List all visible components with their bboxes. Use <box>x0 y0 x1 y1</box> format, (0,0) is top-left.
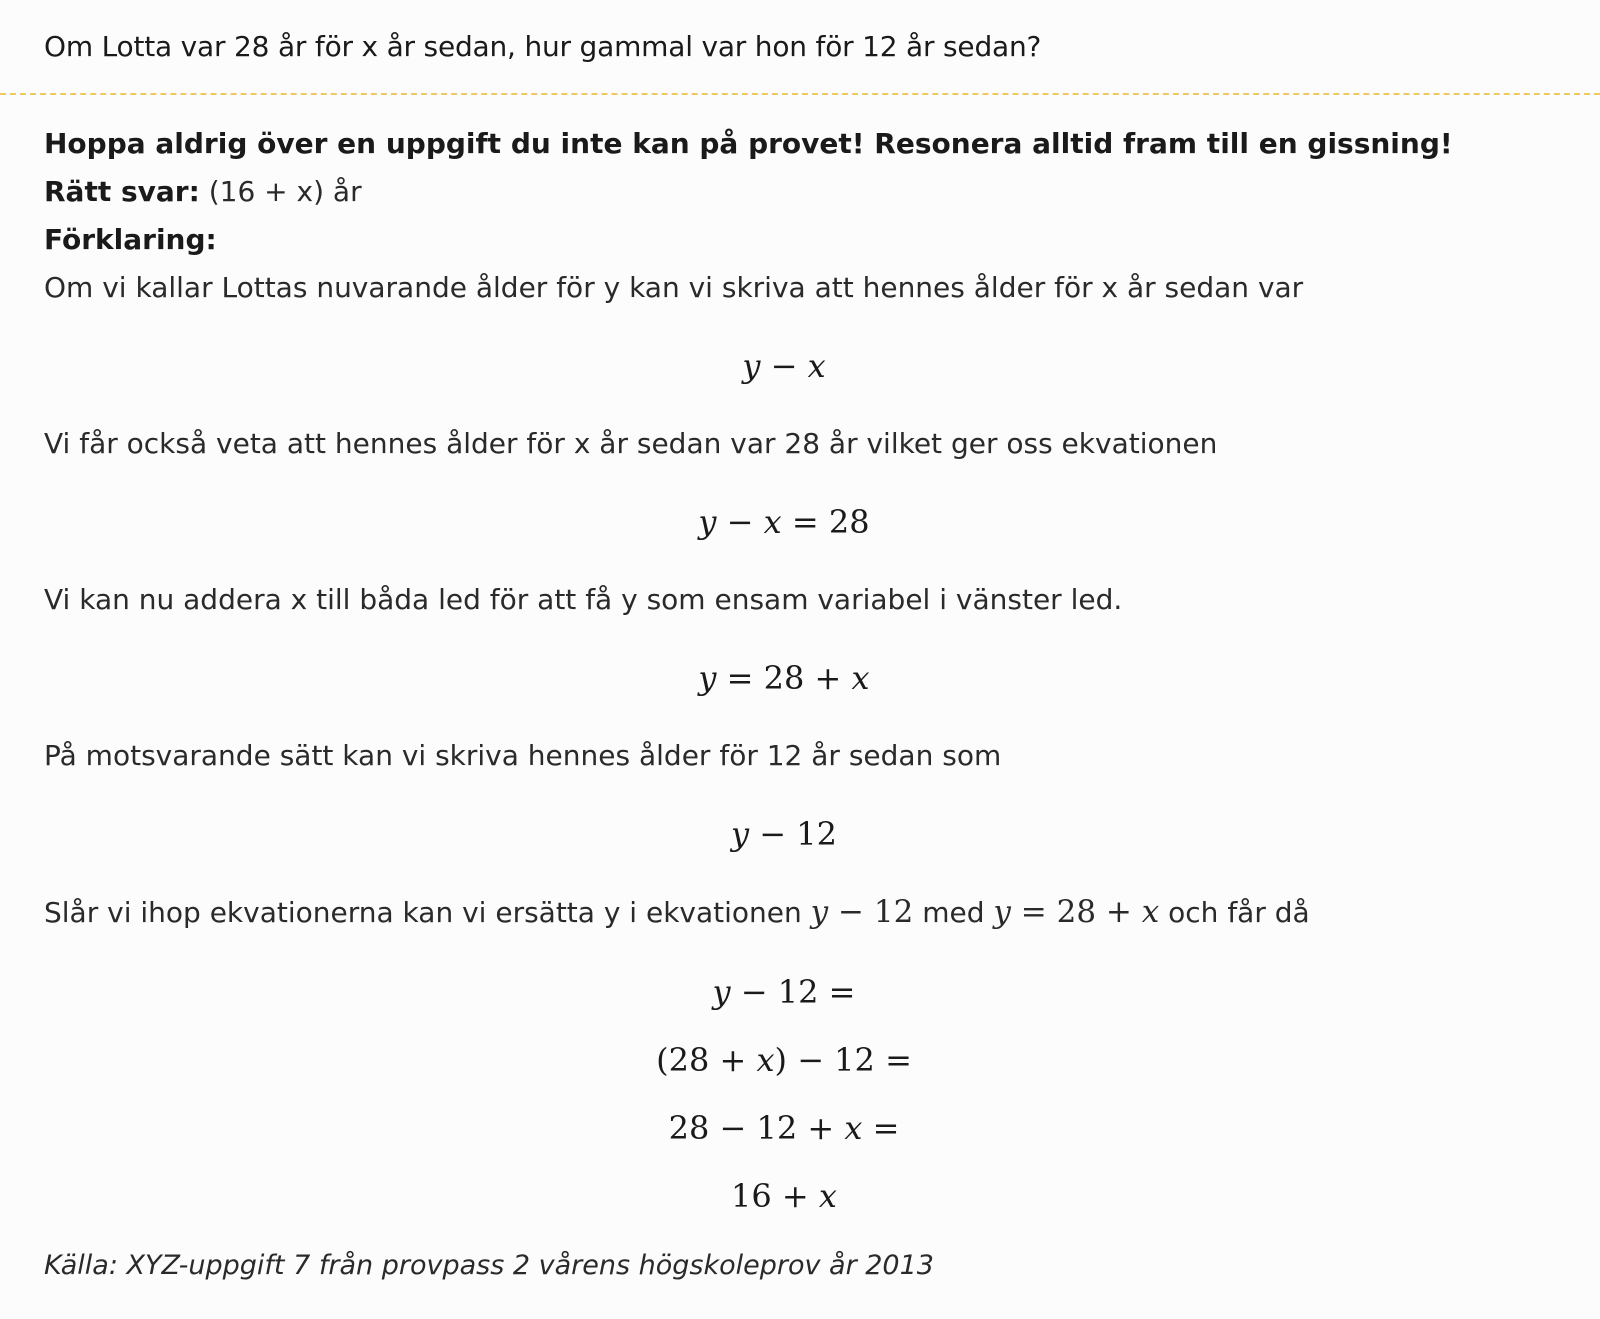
equation-4: y − 12 <box>731 815 837 853</box>
combine-part-1: Slår vi ihop ekvationerna kan vi ersätta y i ekvationen <box>44 896 802 929</box>
combine-expression-2: y = 28 + x <box>993 894 1160 930</box>
source-citation: Källa: XYZ-uppgift 7 från provpass 2 vårens högskoleprov år 2013 <box>44 1250 934 1281</box>
calculation-step-3: 28 − 12 + x = <box>668 1109 900 1147</box>
combine-sentence <box>44 888 1564 936</box>
solution-content <box>44 120 1564 1290</box>
calculation-steps <box>44 958 1524 1230</box>
answer-label: Rätt svar: <box>44 175 200 208</box>
calculation-step-2: (28 + x) − 12 = <box>656 1041 912 1079</box>
answer-value: (16 + x) år <box>208 175 362 208</box>
explanation-label: Förklaring: <box>44 223 217 256</box>
answer-line <box>44 168 1564 216</box>
dashed-divider <box>0 93 1600 95</box>
explanation-paragraph-2: Vi får också veta att hennes ålder för x år sedan var 28 år vilket ger oss ekvationen <box>44 427 1218 460</box>
equation-3: y = 28 + x <box>698 659 870 697</box>
explanation-paragraph-4: På motsvarande sätt kan vi skriva hennes ålder för 12 år sedan som <box>44 739 1002 772</box>
equation-1: y − x <box>742 347 826 385</box>
question-heading: Om Lotta var 28 år för x år sedan, hur gammal var hon för 12 år sedan? <box>44 30 1042 63</box>
calculation-step-4: 16 + x <box>731 1177 837 1215</box>
explanation-paragraph-1: Om vi kallar Lottas nuvarande ålder för y kan vi skriva att hennes ålder för x år sedan var <box>44 271 1304 304</box>
equation-2: y − x = 28 <box>698 503 870 541</box>
calculation-step-1: y − 12 = <box>712 973 856 1011</box>
tip-text: Hoppa aldrig över en uppgift du inte kan på provet! Resonera alltid fram till en gissning! <box>44 127 1453 160</box>
combine-part-3: och får då <box>1168 896 1310 929</box>
combine-part-2: med <box>922 896 985 929</box>
explanation-paragraph-3: Vi kan nu addera x till båda led för att få y som ensam variabel i vänster led. <box>44 583 1123 616</box>
combine-expression-1: y − 12 <box>810 894 914 930</box>
